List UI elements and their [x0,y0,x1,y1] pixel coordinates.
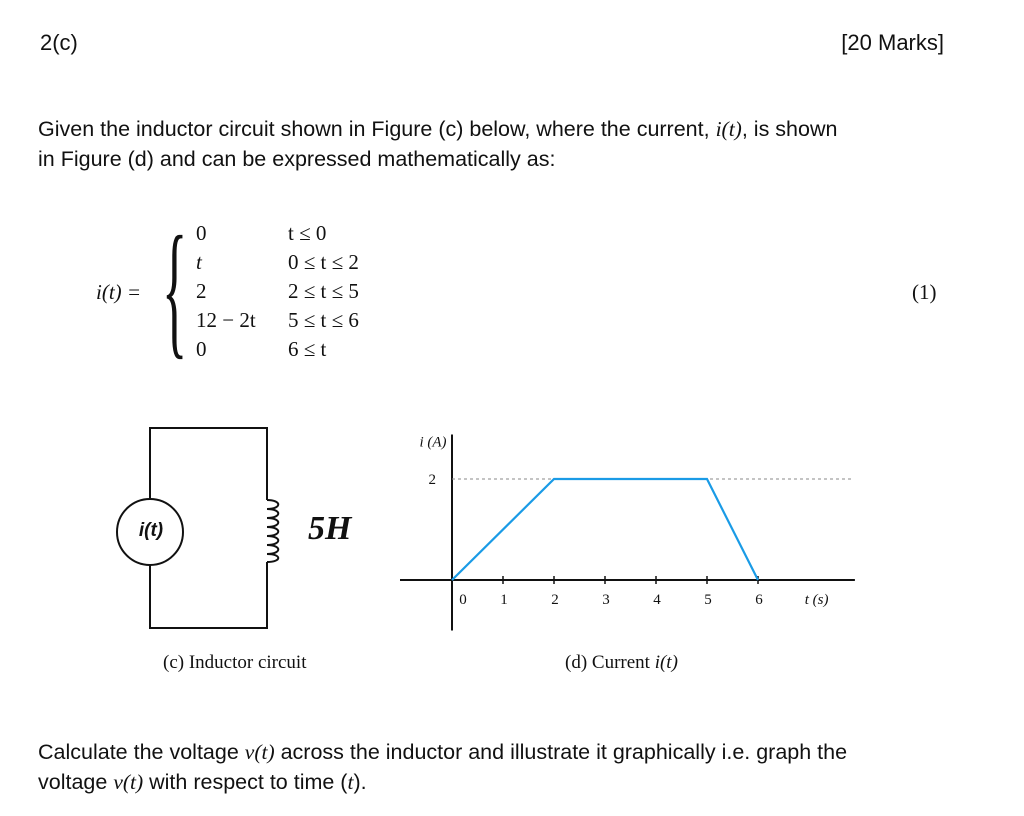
eq-expr-1: t [196,250,202,274]
equation-number: (1) [912,280,937,304]
inductance-label: 5H [308,510,352,547]
task-voltage-var-2: v(t) [113,770,144,794]
y-axis-label: i (A) [419,434,447,451]
equation-brace: { [162,206,188,372]
x-tick-label: 0 [459,592,467,608]
y-tick-label: 2 [428,472,436,488]
eq-expr-2: 2 [196,279,207,303]
eq-expr-4: 0 [196,337,207,361]
x-tick-label: 5 [704,592,712,608]
intro-current-var: i(t) [715,117,742,141]
figure-d-caption-text: (d) Current [565,652,655,673]
figure-c-caption: (c) Inductor circuit [163,652,307,673]
task-voltage-var: v(t) [244,740,275,764]
eq-cond-0: t ≤ 0 [288,221,327,245]
x-tick-label: 2 [551,592,559,608]
intro-line-2: in Figure (d) and can be expressed mathematically as: [38,147,556,171]
question-number: 2(c) [40,30,78,55]
x-tick-label: 1 [500,592,508,608]
task-time-var: t [347,770,354,794]
eq-expr-0: 0 [196,221,207,245]
eq-cond-3: 5 ≤ t ≤ 6 [288,308,359,332]
eq-cond-4: 6 ≤ t [288,337,327,361]
task-text-c: voltage [38,770,114,794]
marks-label: [20 Marks] [841,30,944,55]
eq-cond-2: 2 ≤ t ≤ 5 [288,279,359,303]
figure-d-caption [565,652,678,674]
equation-lhs: i(t) = [96,280,142,304]
series-line [452,479,758,580]
intro-text-a: Given the inductor circuit shown in Figure (c) below, where the current, [38,117,716,141]
x-axis-label: t (s) [804,592,829,608]
source-label: i(t) [138,520,164,541]
task-line-2 [38,767,968,797]
task-text-d: with respect to time ( [143,770,348,794]
task-line-1 [38,737,968,767]
figure-d-caption-var: i(t) [654,652,678,673]
intro-text-b: , is shown [741,117,838,141]
eq-cond-1: 0 ≤ t ≤ 2 [288,250,359,274]
x-tick-label: 4 [653,592,661,608]
task-text-a: Calculate the voltage [38,740,245,764]
x-tick-label: 6 [755,592,763,608]
x-tick-label: 3 [602,592,610,608]
task-text-e: ). [353,770,367,794]
task-text-b: across the inductor and illustrate it graphically i.e. graph the [274,740,848,764]
eq-expr-3: 12 − 2t [196,308,256,332]
